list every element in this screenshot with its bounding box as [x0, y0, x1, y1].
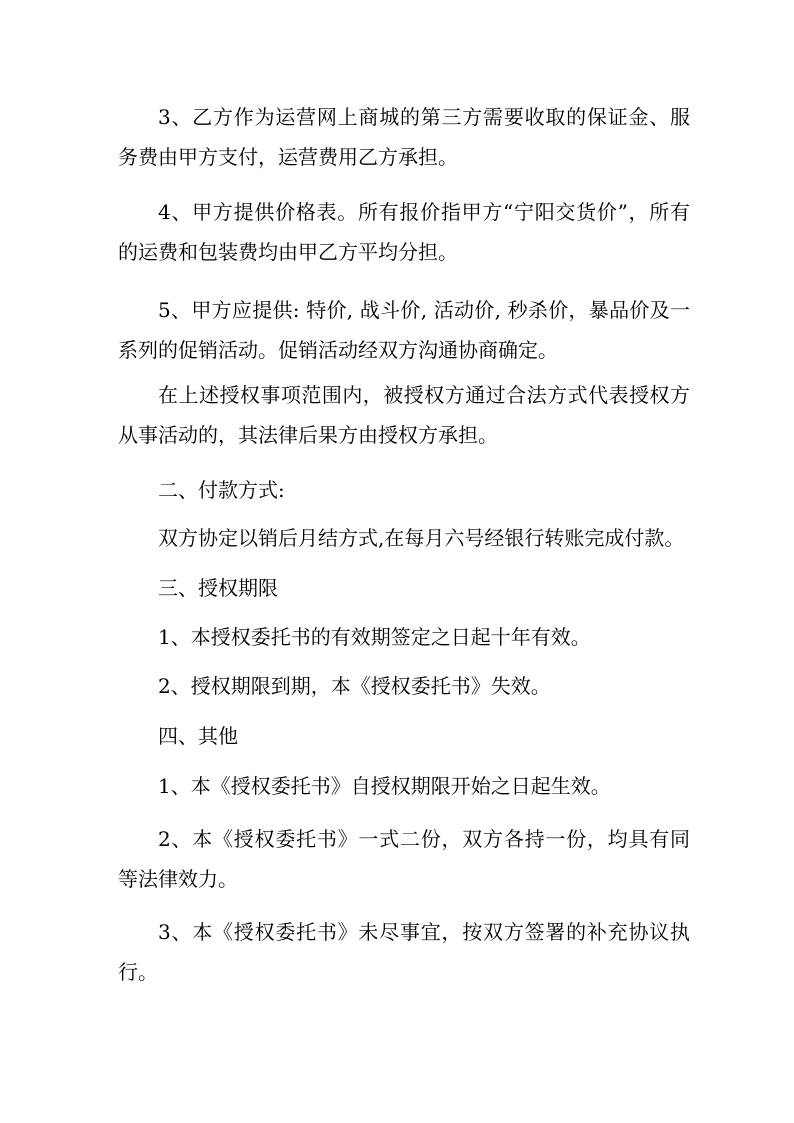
other-clause-1: 1、本《授权委托书》自授权期限开始之日起生效。 [158, 774, 611, 798]
other-clause-2: 2、本《授权委托书》一式二份，双方各持一份，均具有同等法律效力。 [118, 827, 690, 891]
period-clause-2: 2、授权期限到期，本《授权委托书》失效。 [158, 674, 551, 698]
clause-4-price-list: 4、甲方提供价格表。所有报价指甲方“宁阳交货价”，所有的运费和包装费均由甲乙方平均分担。 [118, 200, 690, 264]
section-heading-other: 四、其他 [158, 724, 238, 748]
period-clause-1: 1、本授权委托书的有效期签定之日起十年有效。 [158, 625, 591, 649]
other-clause-3: 3、本《授权委托书》未尽事宜，按双方签署的补充协议执行。 [118, 920, 690, 984]
authorization-scope-paragraph: 在上述授权事项范围内，被授权方通过合法方式代表授权方从事活动的，其法律后果方由授权方承担。 [118, 383, 690, 447]
section-heading-payment: 二、付款方式: [158, 478, 285, 502]
section-heading-authorization-period: 三、授权期限 [158, 576, 278, 600]
clause-5-promotions: 5、甲方应提供: 特价, 战斗价, 活动价, 秒杀价，暴品价及一系列的促销活动。促销活动经双方沟通协商确定。 [118, 298, 690, 362]
clause-3-deposit-fees: 3、乙方作为运营网上商城的第三方需要收取的保证金、服务费由甲方支付，运营费用乙方承担。 [118, 105, 690, 169]
payment-terms-paragraph: 双方协定以销后月结方式,在每月六号经银行转账完成付款。 [158, 526, 685, 550]
